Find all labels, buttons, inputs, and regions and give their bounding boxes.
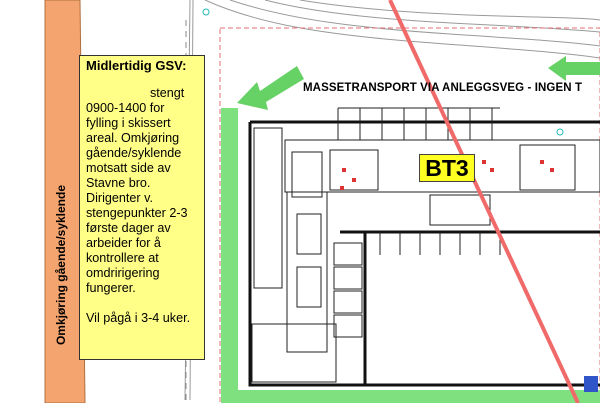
arrow-left xyxy=(237,66,304,110)
note-line: Stavne bro. xyxy=(86,176,151,190)
note-line: arbeider for å xyxy=(86,236,161,250)
note-footer: Vil pågå i 3-4 uker. xyxy=(86,311,191,325)
note-line: 0900-1400 for xyxy=(86,101,165,115)
note-line: stengepunkter 2-3 xyxy=(86,206,188,220)
terrain-lines xyxy=(185,0,600,400)
note-line: areal. Omkjøring xyxy=(86,131,180,145)
closure-note xyxy=(79,55,205,360)
note-line: Dirigenter v. xyxy=(86,191,153,205)
road-label: MASSETRANSPORT VIA ANLEGGSVEG - INGEN T xyxy=(303,82,583,94)
note-line: omdririgering xyxy=(86,266,160,280)
note-line: første dager av xyxy=(86,221,171,235)
corner-marker xyxy=(584,376,598,392)
green-zone-left xyxy=(221,108,238,403)
note-line: kontrollere at xyxy=(86,251,159,265)
closure-line xyxy=(390,0,578,403)
note-line: gående/syklende xyxy=(86,146,182,160)
note-line: fungerer. xyxy=(86,281,136,295)
detour-label: Omkjøring gående/syklende xyxy=(54,184,68,346)
note-body xyxy=(86,86,198,296)
arrow-right-top xyxy=(548,56,600,81)
building-label: BT3 xyxy=(419,154,475,182)
note-line: stengt xyxy=(150,86,185,100)
note-line: fylling i skissert xyxy=(86,116,171,130)
green-zone-bottom xyxy=(221,390,600,403)
note-line: motsatt side av xyxy=(86,161,171,175)
note-title: Midlertidig GSV: xyxy=(86,58,187,73)
